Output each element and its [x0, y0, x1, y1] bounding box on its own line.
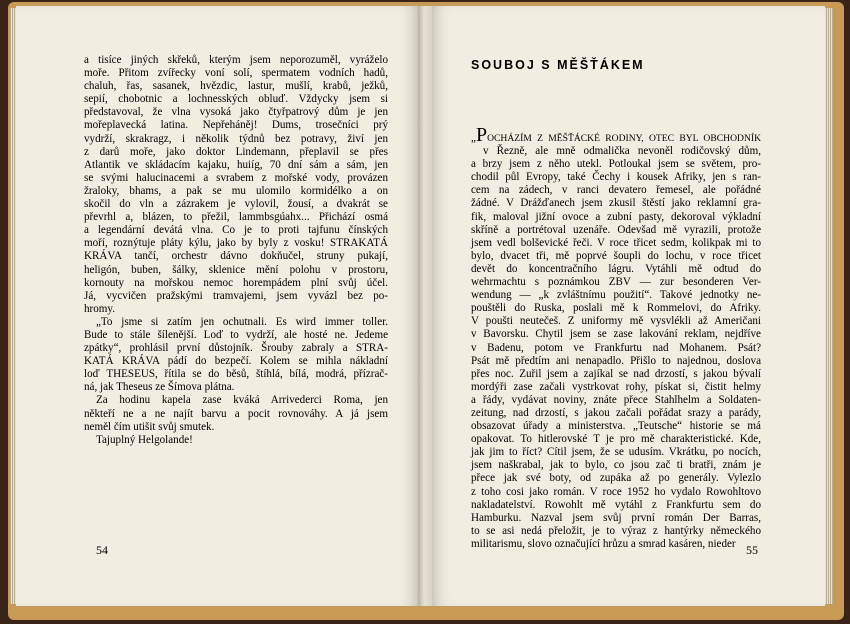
text-line: Tajuplný Helgolande!: [96, 433, 193, 446]
text-line: někteří ne a ne najít barvu a pocit rovnováhy. A já jsem: [84, 407, 388, 420]
text-line: z darů moře, jako doktor Lindemann, přeplavil se přes: [84, 145, 388, 158]
text-line: se svými halucinacemi a svrabem z mořské vody, provázen: [84, 171, 388, 184]
text-line: KRÁVA tančí, orchestr dávno dokňučel, struny pukají,: [84, 250, 388, 263]
text-line: Psát mě předtím ani nenapadlo. Přišlo to najednou, doslova: [471, 354, 761, 367]
text-line: fik, maloval jižní ovoce a zubní pasty, dekoroval výkladní: [471, 210, 761, 223]
text-line: kornouty na mořskou nemoc horempádem plní svůj účel.: [84, 276, 388, 289]
text-line: nakladatelství. Rowohlt mě vytáhl z Frankfurtu sem do: [471, 498, 761, 511]
text-line: žádné. V Drážďanech jsem zkusil štěstí jako reklamní gra-: [471, 197, 761, 210]
text-line: v Badenu, potom ve Frankfurtu nad Mohanem. Psát?: [471, 341, 761, 354]
text-line: devět do koncentračního lágru. Vytáhli mě odtud do: [471, 262, 761, 275]
text-line: skočil do vln a zázrakem je vylovil, žousí, a dvakrát se: [84, 198, 388, 211]
text-line: obsazovat úřady a ministerstva. „Teutsche“ historie se má: [471, 420, 761, 433]
text-line: V poušti neutečeš. Z uniformy mě vysvlékli až Američani: [471, 315, 761, 328]
text-line: jsem vedl bolševické řeči. V roce třicet sedm, kolikpak mi to: [471, 236, 761, 249]
text-line: opakovat. To hitlerovské T je pro mě charakteristické. Kde,: [471, 433, 761, 446]
text-line: a řády, vydávat noviny, znáte přece Stahlhelm a Soldaten-: [471, 393, 761, 406]
chapter-title: SOUBOJ S MĚŠŤÁKEM: [471, 58, 645, 72]
text-line: převrhl a, blázen, to přežil, lammbsgúahx... Přichází osmá: [84, 211, 388, 224]
text-line: žraloky, bhams, a pak se mu ulomilo kormidélko a on: [84, 184, 388, 197]
page-edges-right: [825, 8, 833, 604]
text-line: představoval, že vlna vysoká jako čtyřpatrový dům je jen: [84, 106, 388, 119]
text-line: Atlantik ve skládacím kajaku, huiíg, 70 dní sám a sám, jen: [84, 158, 388, 171]
text-line: zeitung, nad drzostí, s jakou začali pořádat srazy a parády,: [471, 406, 761, 419]
opening-line: „POCHÁZÍM Z MĚŠŤÁCKÉ RODINY, OTEC BYL OBCHODNÍK: [471, 124, 761, 146]
text-line: sepií, chobotnic a lochnesských obluď. Vždycky jsem si: [84, 93, 388, 106]
text-line: přes noc. Zuřil jsem a zajíkal se nad drzostí, s jakou bývalí: [471, 367, 761, 380]
text-line: wendung — „k zvláštnímu použití“. Takové jednotky ne-: [471, 289, 761, 302]
text-line: jsem naškrabal, jak to bylo, co jsou zač ti bratři, znám je: [471, 459, 761, 472]
page-number-right: 55: [746, 543, 758, 557]
text-line: Hamburku. Nazval jsem svůj první román Der Barras,: [471, 511, 761, 524]
text-line: loď THESEUS, řítila se do běsů, štíhlá, bílá, modrá, přízrač-: [84, 368, 388, 381]
drop-cap: P: [475, 124, 488, 146]
text-line: Já, vycvičen pražskými tramvajemi, jsem vyvázl bez po-: [84, 289, 388, 302]
text-line: Za hodinu kapela zase kváká Arrivederci Roma, jen: [96, 394, 388, 407]
text-line: skříně a portrétoval uzenáře. Odevšad mě vyrazili, protože: [471, 223, 761, 236]
opening-small-caps: OCHÁZÍM Z MĚŠŤÁCKÉ RODINY, OTEC BYL OBCHODNÍK: [487, 133, 761, 144]
text-line: Bude to stále šílenější. Loď to vydrží, ale hosté ne. Jedeme: [84, 328, 388, 341]
text-line: a brzy jsem z něho utekl. Potloukal jsem se světem, pro-: [471, 158, 761, 171]
text-line: vydrží, skrakragz, i několik týdnů bez potravy, živí jen: [84, 132, 388, 145]
text-line: chaluh, řas, sasanek, hvězdic, lastur, mušlí, krabů, ježků,: [84, 80, 388, 93]
book-gutter: [418, 6, 432, 606]
text-line: zpátky“, prohlásil první důstojník. Šrouby zabraly a STRA-: [84, 342, 388, 355]
text-line: mordýři zase začali vystrkovat rohy, pískat si, čistit helmy: [471, 380, 761, 393]
text-line: bylo, dvacet tři, mě poprvé šoupli do lochu, v roce třicet: [471, 249, 761, 262]
text-line: a legendární devátá vlna. Co je to proti tajfunu čínských: [84, 224, 388, 237]
text-line: z toho cosi jako román. V roce 1952 ho vydalo Rowohltovo: [471, 485, 761, 498]
text-line: mořeplavecká latina. Nepřeháněj! Dums, trosečníci prý: [84, 119, 388, 132]
text-line: hromy.: [84, 302, 116, 315]
text-line: to se asi nedá přeložit, je to výraz z hantýrky německého: [471, 524, 761, 537]
text-line: wehrmachtu s poznámkou ZBV — zur besonderen Ver-: [471, 276, 761, 289]
text-line: přece jak své boty, od zupáka až po generály. Vylezlo: [471, 472, 761, 485]
left-page-text: [84, 54, 388, 447]
text-line: heligón, buben, šálky, sklenice mění polohu v prostoru,: [84, 263, 388, 276]
right-page-text: [471, 124, 761, 551]
text-line: jak jim to říct? Cítil jsem, že se udusím. Vkrátku, po nocích,: [471, 446, 761, 459]
text-line: cem na zádech, v ranci devatero řemesel, ale pořádné: [471, 184, 761, 197]
text-line: a tisíce jiných skřeků, kterým jsem neporozuměl, vyráželo: [84, 54, 388, 66]
text-line: v Bavorsku. Chytil jsem se zase lakování reklam, nejdříve: [471, 328, 761, 341]
text-line: „To jsme si zatím jen ochutnali. Es wird immer toller.: [96, 315, 388, 328]
text-line: pouštěli do Ruska, poslali mě k Rommelovi, do Afriky.: [471, 302, 761, 315]
page-number-left: 54: [96, 543, 108, 557]
text-line: moře. Přitom zvířecky voní solí, spermatem vodních hadů,: [84, 67, 388, 80]
text-line: v Řezně, ale mně odmalička nevoněl rodičovský dům,: [483, 145, 761, 158]
text-line: militarismu, slovo označující hrůzu a smrad kasáren, nieder: [471, 537, 736, 550]
text-line: neměl čím utišit svůj smutek.: [84, 420, 215, 433]
text-line: moří, roznýtuje pláty kýlu, jako by byly z vosku! STRAKATÁ: [84, 237, 388, 250]
text-line: chodil půl Evropy, také Čechy i kousek Afriky, jen s ran-: [471, 171, 761, 184]
text-line: KATÁ KRÁVA pádí do bezpečí. Kolem se mihla nákladní: [84, 355, 388, 368]
text-line: ná, jak Theseus ze Šímova plátna.: [84, 381, 235, 394]
